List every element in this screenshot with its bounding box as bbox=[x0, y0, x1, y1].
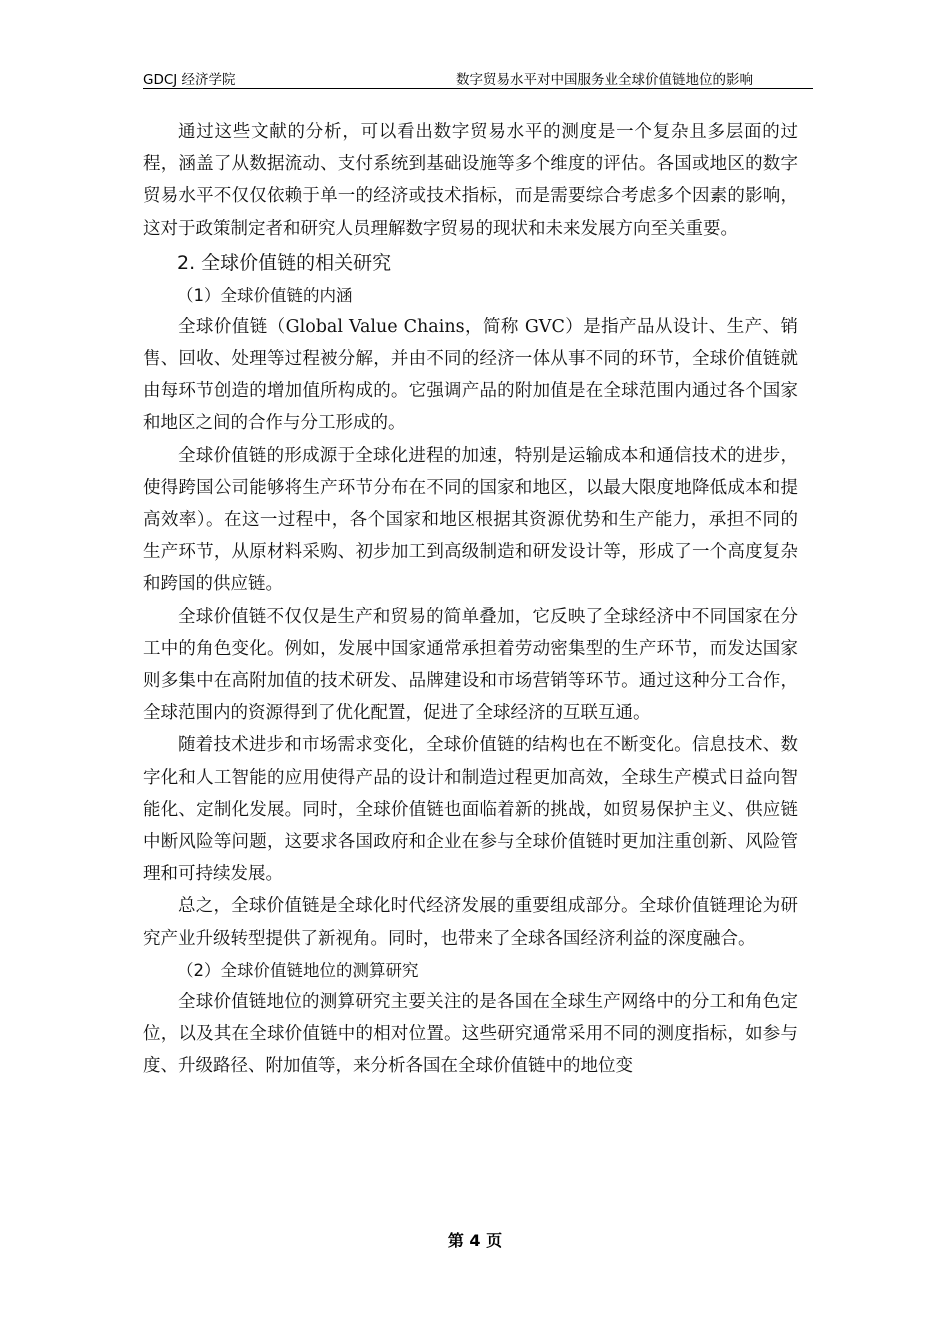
subsection-heading-gvc-position: （2）全球价值链地位的测算研究 bbox=[177, 960, 419, 980]
subsection-heading-gvc-meaning: （1）全球价值链的内涵 bbox=[177, 285, 353, 305]
page-number: 第 4 页 bbox=[447, 1231, 503, 1250]
header-thesis-title: 数字贸易水平对中国服务业全球价值链地位的影响 bbox=[456, 72, 753, 88]
header-institution: GDCJ 经济学院 bbox=[143, 72, 236, 88]
page-header bbox=[143, 66, 813, 89]
paragraph-digital-trade-summary: 通过这些文献的分析，可以看出数字贸易水平的测度是一个复杂且多层面的过程，涵盖了从数据流动、支付系统到基础设施等多个维度的评估。各国或地区的数字贸易水平不仅仅依赖于单一的经济或技术指标，而是需要综合考虑多个因素的影响，这对于政策制定者和研究人员理解数字贸易的现状和未来发展方向至关重要。 bbox=[143, 122, 798, 239]
paragraph-gvc-division: 全球价值链不仅仅是生产和贸易的简单叠加，它反映了全球经济中不同国家在分工中的角色变化。例如，发展中国家通常承担着劳动密集型的生产环节，而发达国家则多集中在高附加值的技术研发、品牌建设和市场营销等环节。通过这种分工合作，全球范围内的资源得到了优化配置，促进了全球经济的互联互通。 bbox=[143, 606, 798, 724]
paragraph-gvc-conclusion: 总之，全球价值链是全球化时代经济发展的重要组成部分。全球价值链理论为研究产业升级转型提供了新视角。同时，也带来了全球各国经济利益的深度融合。 bbox=[143, 896, 798, 949]
paragraph-gvc-formation: 全球价值链的形成源于全球化进程的加速，特别是运输成本和通信技术的进步，使得跨国公司能够将生产环节分布在不同的国家和地区，以最大限度地降低成本和提高效率）。在这一过程中，各个国家和地区根据其资源优势和生产能力，承担不同的生产环节，从原材料采购、初步加工到高级制造和研发设计等，形成了一个高度复杂和跨国的供应链。 bbox=[143, 445, 798, 595]
page-body bbox=[143, 116, 798, 1082]
paragraph-gvc-position-measurement: 全球价值链地位的测算研究主要关注的是各国在全球生产网络中的分工和角色定位，以及其在全球价值链中的相对位置。这些研究通常采用不同的测度指标，如参与度、升级路径、附加值等，来分析各国在全球价值链中的地位变 bbox=[143, 991, 798, 1077]
paragraph-gvc-definition: 全球价值链（Global Value Chains，简称 GVC）是指产品从设计、生产、销售、回收、处理等过程被分解，并由不同的经济一体从事不同的环节，全球价值链就由每环节创造的增加值所构成的。它强调产品的附加值是在全球范围内通过各个国家和地区之间的合作与分工形成的。 bbox=[143, 316, 798, 434]
paragraph-gvc-changes: 随着技术进步和市场需求变化，全球价值链的结构也在不断变化。信息技术、数字化和人工智能的应用使得产品的设计和制造过程更加高效，全球生产模式日益向智能化、定制化发展。同时，全球价值链也面临着新的挑战，如贸易保护主义、供应链中断风险等问题，这要求各国政府和企业在参与全球价值链时更加注重创新、风险管理和可持续发展。 bbox=[143, 735, 798, 885]
section-heading-gvc-research: 2. 全球价值链的相关研究 bbox=[177, 251, 392, 274]
